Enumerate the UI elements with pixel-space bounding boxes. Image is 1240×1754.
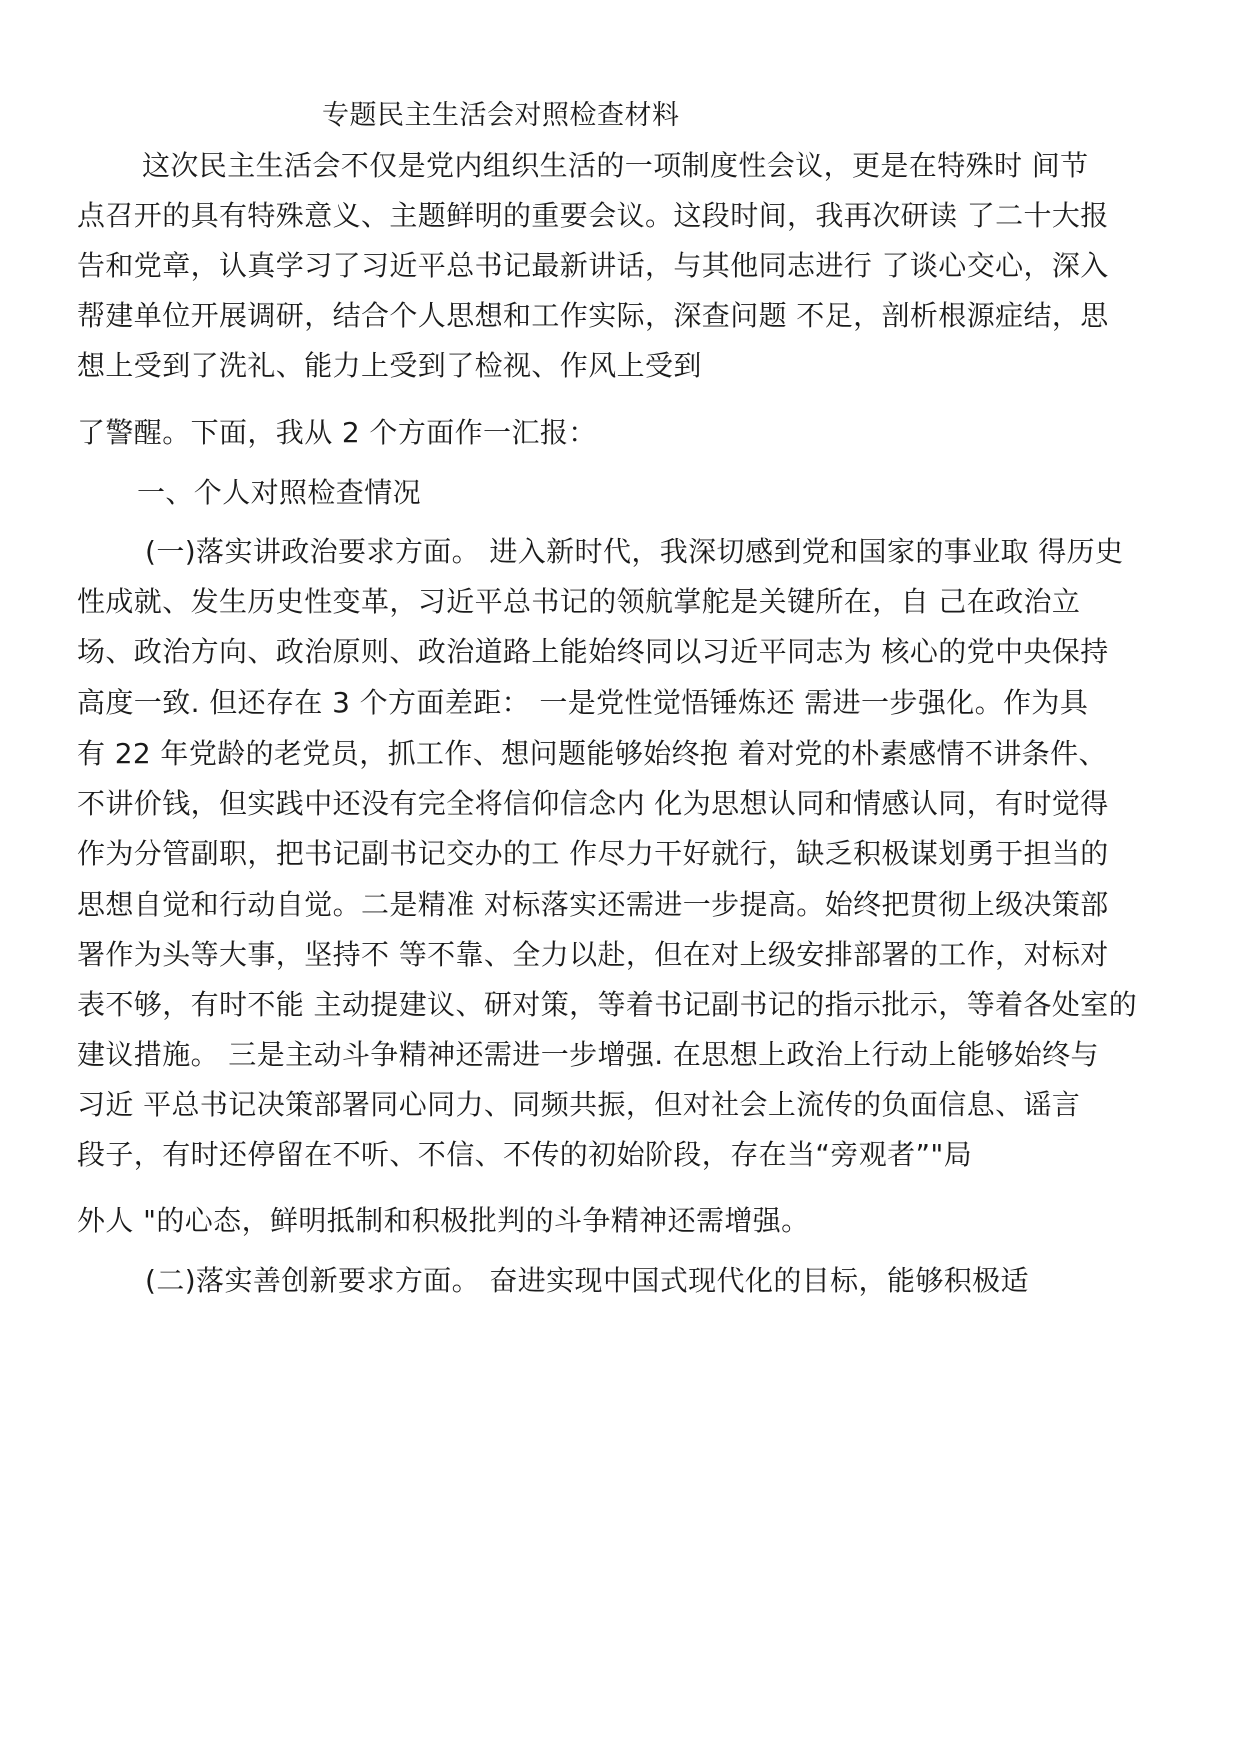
body-line: 建议措施。 三是主动斗争精神还需进一步增强. 在思想上政治上行动上能够始终与: [77, 1038, 1099, 1071]
body-line: 高度一致. 但还存在 3 个方面差距： 一是党性觉悟锤炼还 需进一步强化。作为具: [77, 686, 1089, 719]
body-line: 作为分管副职，把书记副书记交办的工 作尽力干好就行，缺乏积极谋划勇于担当的: [77, 837, 1109, 870]
body-line: (一)落实讲政治要求方面。 进入新时代，我深切感到党和国家的事业取 得历史: [145, 535, 1124, 568]
body-line: 帮建单位开展调研，结合个人思想和工作实际，深查问题 不足，剖析根源症结，思: [77, 299, 1109, 332]
body-line: 告和党章，认真学习了习近平总书记最新讲话，与其他同志进行 了谈心交心，深入: [77, 249, 1109, 282]
body-line: 点召开的具有特殊意义、主题鲜明的重要会议。这段时间，我再次研读 了二十大报: [77, 199, 1109, 232]
body-line: 不讲价钱，但实践中还没有完全将信仰信念内 化为思想认同和情感认同，有时觉得: [77, 787, 1109, 820]
section-heading: 一、个人对照检查情况: [137, 476, 422, 509]
body-line: 这次民主生活会不仅是党内组织生活的一项制度性会议，更是在特殊时 间节: [142, 149, 1089, 182]
body-line: 想上受到了洗礼、能力上受到了检视、作风上受到: [77, 349, 702, 382]
body-line: 表不够，有时不能 主动提建议、研对策，等着书记副书记的指示批示，等着各处室的: [77, 988, 1138, 1021]
body-line: (二)落实善创新要求方面。 奋进实现中国式现代化的目标，能够积极适: [145, 1264, 1029, 1297]
body-line: 场、政治方向、政治原则、政治道路上能始终同以习近平同志为 核心的党中央保持: [77, 635, 1109, 668]
body-line: 有 22 年党龄的老党员，抓工作、想问题能够始终抱 着对党的朴素感情不讲条件、: [77, 737, 1107, 770]
body-line: 性成就、发生历史性变革，习近平总书记的领航掌舵是关键所在，自 己在政治立: [77, 585, 1081, 618]
body-line: 习近 平总书记决策部署同心同力、同频共振，但对社会上流传的负面信息、谣言: [77, 1088, 1081, 1121]
body-line: 了警醒。下面，我从 2 个方面作一汇报：: [77, 416, 597, 449]
body-line: 段子，有时还停留在不听、不信、不传的初始阶段，存在当“旁观者”"局: [77, 1138, 973, 1171]
body-line: 思想自觉和行动自觉。二是精准 对标落实还需进一步提高。始终把贯彻上级决策部: [77, 888, 1109, 921]
document-title: 专题民主生活会对照检查材料: [322, 100, 680, 131]
body-line: 外人 "的心态，鲜明抵制和积极批判的斗争精神还需增强。: [77, 1204, 810, 1237]
body-line: 署作为头等大事，坚持不 等不靠、全力以赴，但在对上级安排部署的工作，对标对: [77, 938, 1109, 971]
